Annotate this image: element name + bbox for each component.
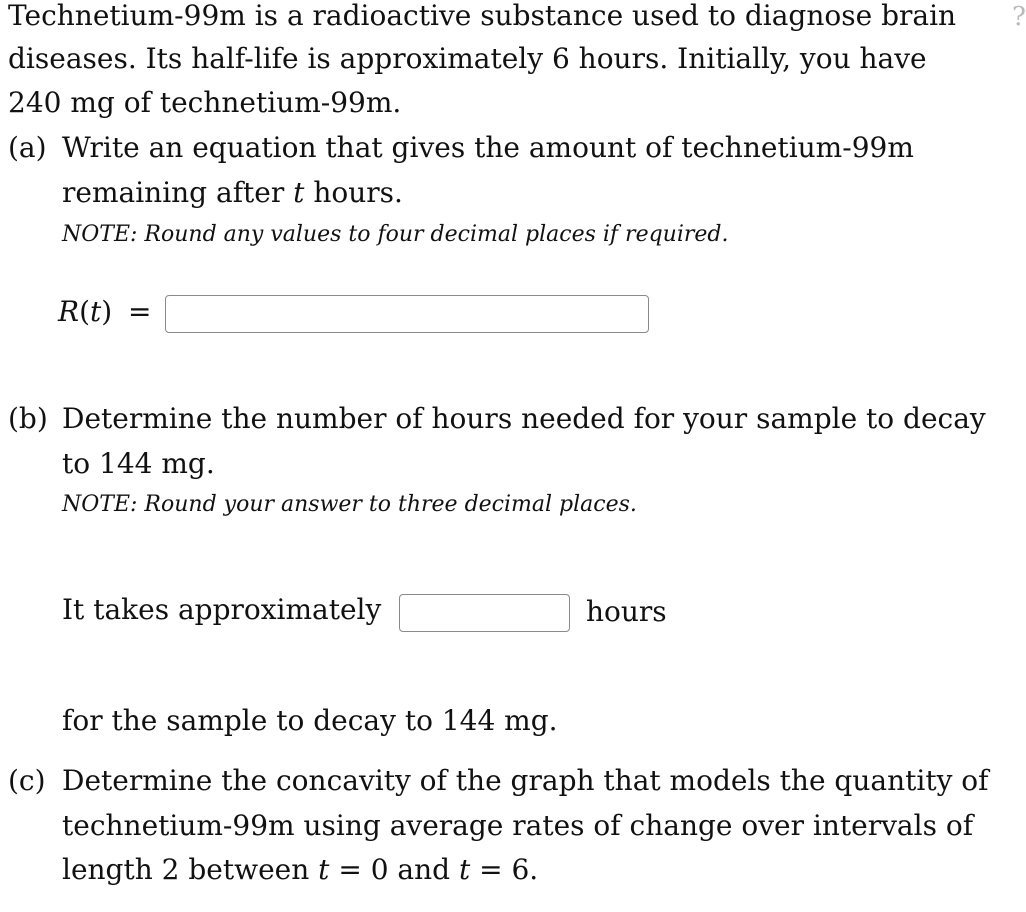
part-a-note: NOTE: Round any values to four decimal places if required. <box>62 222 729 247</box>
part-a-line-2 <box>62 176 403 209</box>
equation-answer-input[interactable] <box>165 295 649 333</box>
help-icon: ? <box>1012 2 1026 32</box>
part-c-line-3-pre: length 2 between <box>62 853 319 886</box>
part-c-label: (c) <box>8 764 46 797</box>
part-a-line-2-post: hours. <box>304 176 403 209</box>
paren-open: ( <box>79 295 91 328</box>
function-arg: t <box>90 295 102 328</box>
paren-close: ) <box>101 295 113 328</box>
function-label <box>58 295 113 328</box>
variable-t: t <box>293 176 305 209</box>
hours-unit-label: hours <box>586 595 667 628</box>
part-c-line-2: technetium-99m using average rates of change over intervals of <box>62 809 974 842</box>
variable-t-end: t <box>458 853 471 886</box>
intro-line-2: diseases. Its half-life is approximately 6 hours. Initially, you have <box>8 42 927 75</box>
equals-sign: = <box>128 295 152 328</box>
part-c-eq-1: = 0 and <box>329 853 459 886</box>
part-a-label: (a) <box>8 131 47 164</box>
part-b-line-1: Determine the number of hours needed for your sample to decay <box>62 402 986 435</box>
part-b-line-2: to 144 mg. <box>62 447 215 480</box>
function-name: R <box>58 295 80 328</box>
hours-answer-input[interactable] <box>399 594 570 632</box>
part-c-line-3 <box>62 853 539 886</box>
part-b-followup: for the sample to decay to 144 mg. <box>62 704 558 737</box>
intro-line-1: Technetium-99m is a radioactive substance used to diagnose brain <box>8 0 957 32</box>
part-a-line-2-pre: remaining after <box>62 176 294 209</box>
part-b-label: (b) <box>8 402 48 435</box>
part-c-eq-2: = 6. <box>470 853 539 886</box>
part-a-line-1: Write an equation that gives the amount of technetium-99m <box>62 131 914 164</box>
part-b-note: NOTE: Round your answer to three decimal places. <box>62 492 637 517</box>
hours-prefix-text: It takes approximately <box>62 593 382 626</box>
intro-line-3: 240 mg of technetium-99m. <box>8 86 402 119</box>
part-c-line-1: Determine the concavity of the graph that models the quantity of <box>62 764 989 797</box>
variable-t-start: t <box>318 853 330 886</box>
